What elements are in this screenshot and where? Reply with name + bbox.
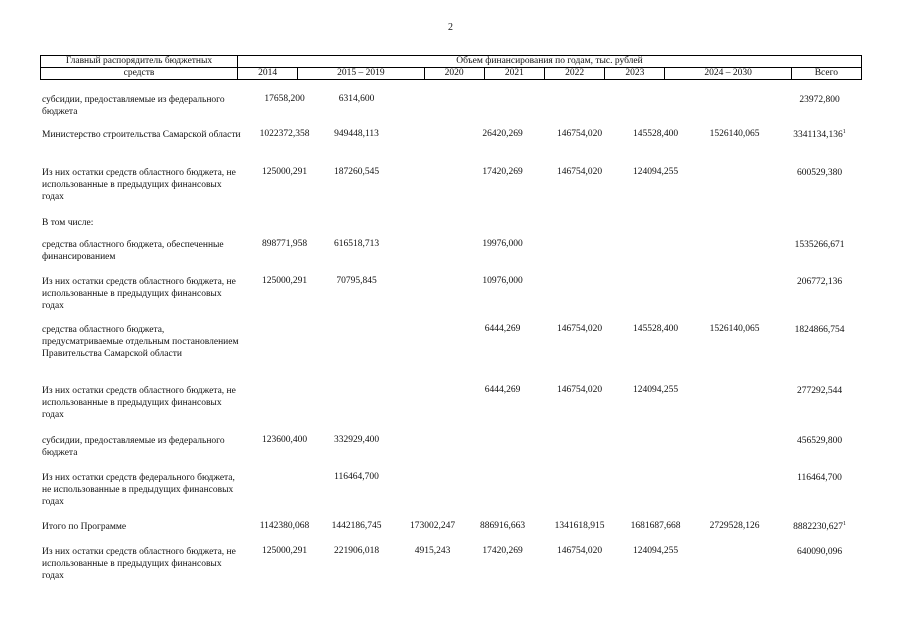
cell-2015-2019: 187260,545 — [333, 167, 380, 177]
row-label: субсидии, предоставляемые из федерального бюджета — [42, 436, 225, 458]
header-main-col-line1: Главный распорядитель бюджетных — [41, 56, 238, 68]
cell-total: 23972,800 — [799, 95, 840, 106]
header-year-2021: 2021 — [484, 68, 544, 80]
cell-2014: 1142380,068 — [259, 521, 310, 531]
cell-2023: 145528,400 — [632, 324, 679, 334]
cell-2014: 123600,400 — [261, 435, 308, 445]
row-label: субсидии, предоставляемые из федерального бюджета — [42, 95, 225, 117]
cell-2015-2019: 949448,113 — [334, 129, 379, 139]
row-label: Министерство строительства Самарской области — [42, 130, 241, 140]
cell-2021: 19976,000 — [482, 239, 523, 249]
cell-2021: 10976,000 — [482, 276, 523, 286]
row-label: Из них остатки средств областного бюджета, не использованные в предыдущих финансовых годах — [42, 386, 236, 420]
row-label: Из них остатки средств федерального бюджета, не использованные в предыдущих финансовых годах — [42, 473, 235, 507]
cell-2015-2019: 1442186,745 — [331, 521, 382, 531]
cell-2021: 6444,269 — [484, 385, 521, 395]
header-year-2024-2030: 2024 – 2030 — [665, 68, 791, 80]
row-label: Итого по Программе — [42, 522, 127, 532]
cell-2022: 146754,020 — [556, 385, 603, 395]
row-label: Из них остатки средств областного бюджета, не использованные в предыдущих финансовых годах — [42, 547, 236, 581]
cell-2014: 17658,200 — [264, 94, 305, 104]
cell-2022: 146754,020 — [556, 167, 603, 177]
cell-total: 456529,800 — [796, 436, 843, 447]
cell-total: 1824866,754 — [794, 325, 845, 336]
cell-2022: 1341618,915 — [554, 521, 605, 531]
cell-2020: 173002,247 — [409, 521, 456, 531]
header-year-2015-2019: 2015 – 2019 — [298, 68, 424, 80]
cell-2023: 145528,400 — [632, 129, 679, 139]
cell-2022: 146754,020 — [556, 129, 603, 139]
table-header — [40, 55, 862, 80]
cell-total: 116464,700 — [797, 473, 842, 484]
header-year-2023: 2023 — [605, 68, 665, 80]
cell-2015-2019: 616518,713 — [333, 239, 380, 249]
cell-2023: 124094,255 — [632, 385, 679, 395]
header-total: Всего — [791, 68, 861, 80]
cell-total: 640090,096 — [796, 547, 843, 558]
header-year-2020: 2020 — [424, 68, 484, 80]
cell-total: 600529,380 — [796, 168, 843, 179]
cell-2023: 1681687,668 — [630, 521, 681, 531]
cell-2024-2030: 1526140,065 — [709, 324, 760, 334]
cell-2024-2030: 1526140,065 — [709, 129, 760, 139]
cell-2015-2019: 70795,845 — [336, 276, 377, 286]
row-label: Из них остатки средств областного бюджета, не использованные в предыдущих финансовых годах — [42, 168, 236, 202]
row-label: средства областного бюджета, предусматриваемые отдельным постановлением Правительства Самарской области — [42, 325, 239, 359]
cell-2022: 146754,020 — [556, 546, 603, 556]
cell-2015-2019: 332929,400 — [333, 435, 380, 445]
cell-total: 1535266,671 — [794, 240, 845, 251]
cell-2014: 125000,291 — [261, 276, 308, 286]
cell-2023: 124094,255 — [632, 546, 679, 556]
cell-2024-2030: 2729528,126 — [709, 521, 760, 531]
cell-2015-2019: 6314,600 — [338, 94, 375, 104]
cell-total: 8882230,627$^1$ — [793, 521, 846, 533]
page-number: 2 — [448, 22, 453, 33]
cell-2015-2019: 221906,018 — [333, 546, 380, 556]
cell-2021: 26420,269 — [482, 129, 523, 139]
cell-2023: 124094,255 — [632, 167, 679, 177]
cell-2021: 17420,269 — [482, 167, 523, 177]
cell-total: 206772,136 — [796, 277, 843, 288]
cell-2014: 1022372,358 — [259, 129, 310, 139]
cell-2021: 17420,269 — [482, 546, 523, 556]
header-year-2014: 2014 — [238, 68, 298, 80]
row-label: В том числе: — [42, 218, 94, 228]
header-group-title: Объем финансирования по годам, тыс. рублей — [238, 56, 862, 68]
cell-2022: 146754,020 — [556, 324, 603, 334]
cell-total: 277292,544 — [796, 386, 843, 397]
header-year-2022: 2022 — [544, 68, 604, 80]
cell-2021: 6444,269 — [484, 324, 521, 334]
row-label: средства областного бюджета, обеспеченные финансированием — [42, 240, 224, 262]
header-main-col-line2: средств — [41, 68, 238, 80]
cell-2014: 125000,291 — [261, 167, 308, 177]
cell-total: 3341134,136$^1$ — [793, 129, 846, 141]
cell-2014: 125000,291 — [261, 546, 308, 556]
row-label: Из них остатки средств областного бюджета, не использованные в предыдущих финансовых годах — [42, 277, 236, 311]
cell-2014: 898771,958 — [261, 239, 308, 249]
cell-2021: 886916,663 — [479, 521, 526, 531]
cell-2020: 4915,243 — [414, 546, 451, 556]
cell-2015-2019: 116464,700 — [334, 472, 379, 482]
